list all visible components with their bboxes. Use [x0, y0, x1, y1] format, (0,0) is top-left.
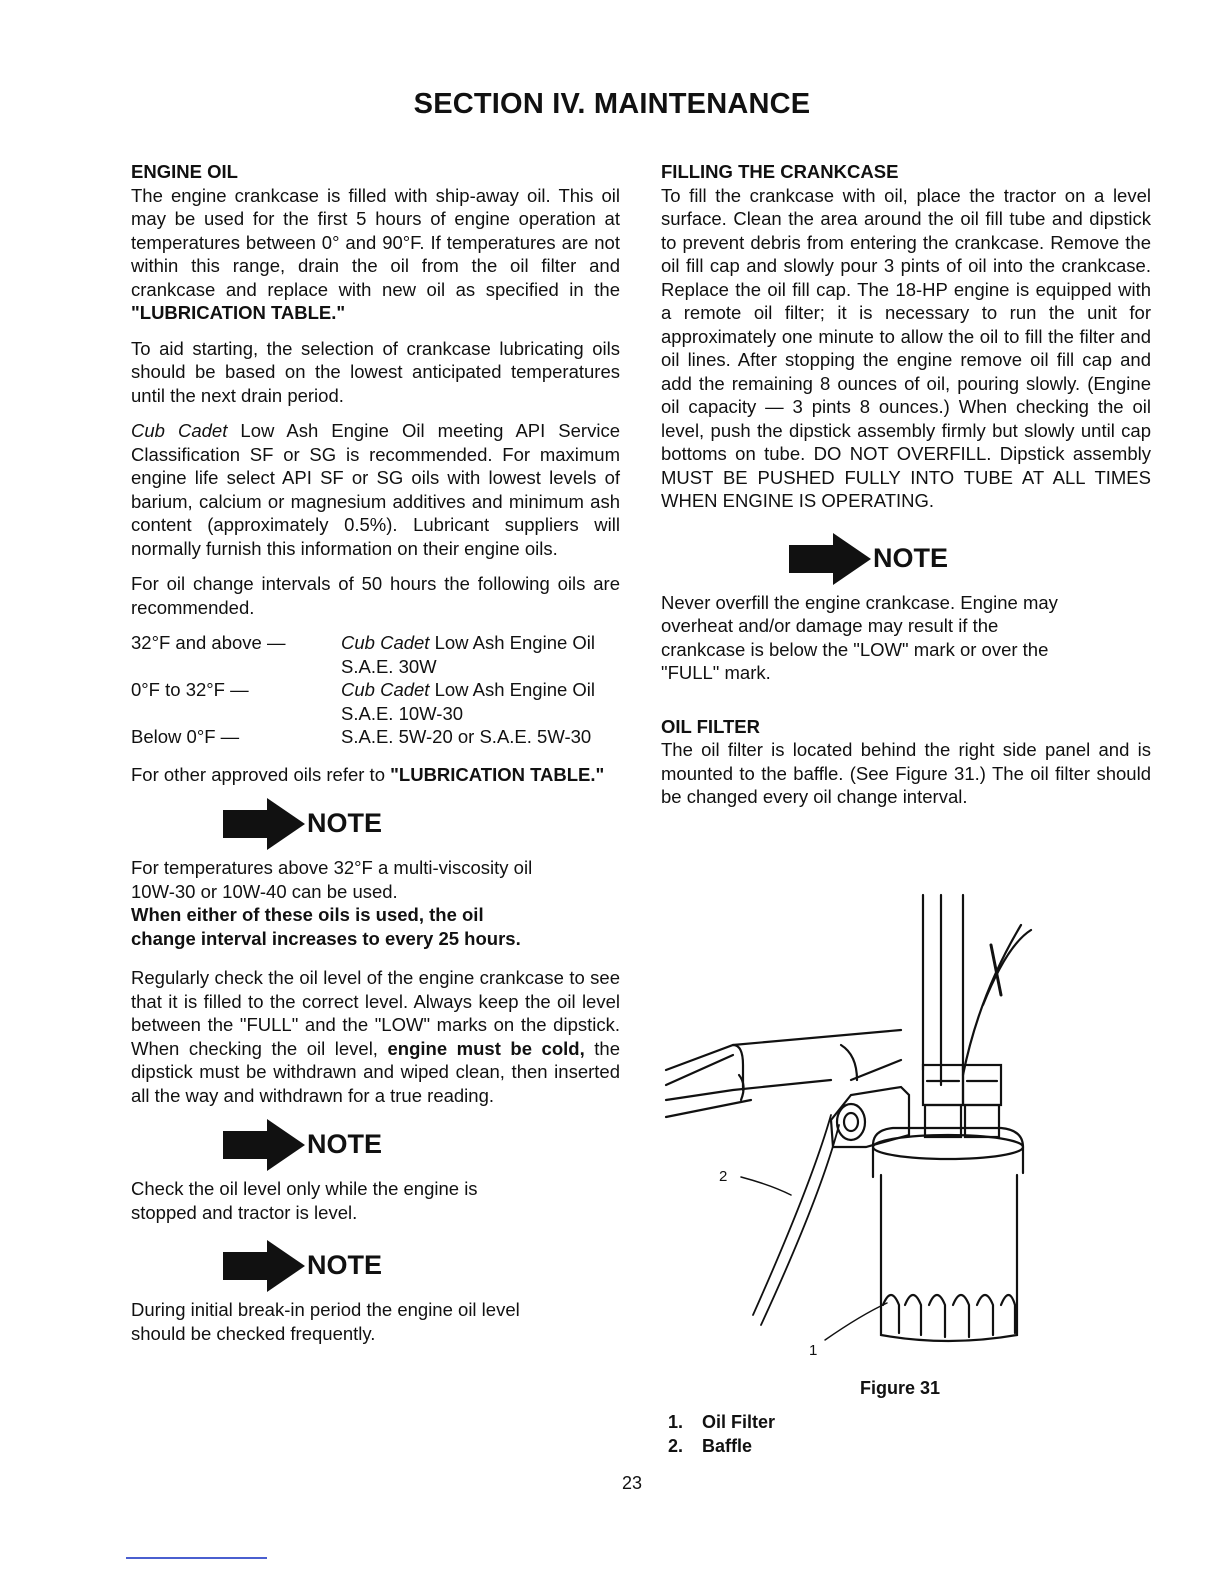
legend-number: 1.: [668, 1412, 684, 1432]
engine-oil-p3-text: Low Ash Engine Oil meeting API Service Classification SF or SG is recommended. For maximum engine life select API SF or SG oils with lowest levels of barium, calcium or magnesium additives and minimum ash content (approximately 0.5%). Lubricant suppliers will normally furnish this information on their engine oils.: [131, 420, 620, 559]
table-row: [131, 678, 620, 725]
note-body: Check the oil level only while the engine is stopped and tractor is level.: [131, 1178, 478, 1223]
engine-oil-paragraph-6: [131, 966, 620, 1107]
arrow-right-icon: [223, 1240, 305, 1292]
oil-type: Low Ash Engine Oil: [429, 679, 596, 700]
oil-filter-diagram: [661, 885, 1151, 1385]
brand-name: Cub Cadet: [131, 420, 228, 441]
arrow-right-icon: [223, 1119, 305, 1171]
table-row: [131, 725, 620, 749]
lubrication-table-reference: "LUBRICATION TABLE.": [131, 302, 346, 323]
left-column: [131, 160, 620, 1361]
note-emphasis: When either of these oils is used, the oil change interval increases to every 25 hours.: [131, 904, 521, 949]
oil-spec: [341, 631, 620, 678]
lubrication-table-reference: "LUBRICATION TABLE.": [390, 763, 605, 785]
engine-oil-paragraph-3: [131, 419, 620, 560]
temp-range: Below 0°F —: [131, 726, 240, 747]
engine-cold-emphasis: engine must be cold,: [387, 1037, 585, 1059]
legend-label: Oil Filter: [702, 1412, 776, 1432]
note-heading: [223, 1240, 620, 1292]
brand-name: Cub Cadet: [341, 679, 430, 700]
crankcase-heading: FILLING THE CRANKCASE: [661, 161, 899, 182]
oil-filter-paragraph: The oil filter is located behind the right side panel and is mounted to the baffle. (See Figure 31.) The oil filter should be changed every oil change interval.: [661, 739, 1151, 807]
engine-oil-heading: ENGINE OIL: [131, 161, 238, 182]
oil-type: Low Ash Engine Oil: [429, 632, 596, 653]
legend-item: [668, 1411, 775, 1435]
figure-caption: Figure 31: [860, 1378, 941, 1398]
crankcase-paragraph: To fill the crankcase with oil, place the tractor on a level surface. Clean the area around the oil fill tube and dipstick to prevent debris from entering the crankcase. Remove the oil fill cap and slowly pour 3 pints of oil into the crankcase. Replace the oil fill cap. The 18-HP engine is equipped with a remote oil filter; it is necessary to run the unit for approximately one minute to allow the oil to fill the filter and oil lines. After stopping the engine remove oil fill cap and add the remaining 8 ounces of oil, pouring slowly. (Engine oil capacity — 3 pints 8 ounces.) When checking the oil level, push the dipstick assembly firmly but slowly until cap bottoms on tube. DO NOT OVERFILL. Dipstick assembly MUST BE PUSHED FULLY INTO TUBE AT ALL TIMES WHEN ENGINE IS OPERATING.: [661, 184, 1151, 511]
table-row: [131, 631, 620, 678]
note-label: NOTE: [307, 1129, 383, 1160]
bottom-rule: [126, 1557, 267, 1559]
temp-range: 32°F and above —: [131, 632, 286, 653]
oil-grade: S.A.E. 10W-30: [341, 702, 464, 724]
engine-oil-paragraph-1: [131, 184, 620, 325]
note-text: [661, 591, 1066, 685]
engine-oil-p1-text: The engine crankcase is filled with ship-away oil. This oil may be used for the first 5 hours of engine operation at temperatures between 0° and 90°F. If temperatures are not within this range, drain the oil from the oil filter and crankcase and replace with new oil as specified in the: [131, 184, 620, 300]
brand-name: Cub Cadet: [341, 632, 430, 653]
legend-item: [668, 1435, 775, 1459]
engine-oil-p5-text: For other approved oils refer to: [131, 763, 391, 785]
note-text: [131, 1177, 536, 1224]
oil-recommendation-table: [131, 631, 620, 749]
note-body: For temperatures above 32°F a multi-viscosity oil 10W-30 or 10W-40 can be used.: [131, 857, 533, 902]
note-heading: [789, 533, 1151, 585]
note-label: NOTE: [307, 808, 383, 839]
callout-baffle: 2: [719, 1168, 728, 1185]
note-heading: [223, 798, 620, 850]
legend-label: Baffle: [702, 1435, 753, 1456]
oil-filter-heading: OIL FILTER: [661, 715, 761, 737]
figure-legend: [668, 1411, 775, 1458]
engine-oil-p6a-text: Regularly check the oil level of the engine crankcase to see that it is filled to the correct level. Always keep the oil level between the "FULL" and the "LOW" marks on the dipstick. When checking the oil level,: [131, 967, 620, 1059]
oil-spec: S.A.E. 5W-20 or S.A.E. 5W-30: [341, 726, 592, 747]
arrow-right-icon: [789, 533, 871, 585]
right-column: [661, 160, 1151, 821]
note-label: NOTE: [307, 1250, 383, 1281]
oil-grade: S.A.E. 30W: [341, 655, 437, 677]
note-text: [131, 1298, 536, 1345]
engine-oil-paragraph-5: [131, 763, 620, 787]
page-number: 23: [621, 1473, 643, 1493]
note-label: NOTE: [873, 542, 949, 573]
note-text: [131, 856, 536, 950]
callout-oil-filter: 1: [809, 1342, 818, 1359]
oil-spec: [341, 678, 620, 725]
engine-oil-paragraph-4: For oil change intervals of 50 hours the following oils are recommended.: [131, 573, 620, 618]
note-body: During initial break-in period the engine oil level should be checked frequently.: [131, 1299, 520, 1344]
temp-range: 0°F to 32°F —: [131, 679, 249, 700]
note-body: Never overfill the engine crankcase. Engine may overheat and/or damage may result if the crankcase is below the "LOW" mark or over the "FULL" mark.: [661, 591, 1058, 683]
page-title: SECTION IV. MAINTENANCE: [413, 88, 811, 120]
note-heading: [223, 1119, 620, 1171]
arrow-right-icon: [223, 798, 305, 850]
engine-oil-paragraph-2: To aid starting, the selection of crankcase lubricating oils should be based on the lowest anticipated temperatures until the next drain period.: [131, 337, 620, 406]
engine-oil-p6b-text: the dipstick must be withdrawn and wiped clean, then inserted all the way and withdrawn for a true reading.: [131, 1037, 620, 1106]
legend-number: 2.: [668, 1435, 684, 1456]
